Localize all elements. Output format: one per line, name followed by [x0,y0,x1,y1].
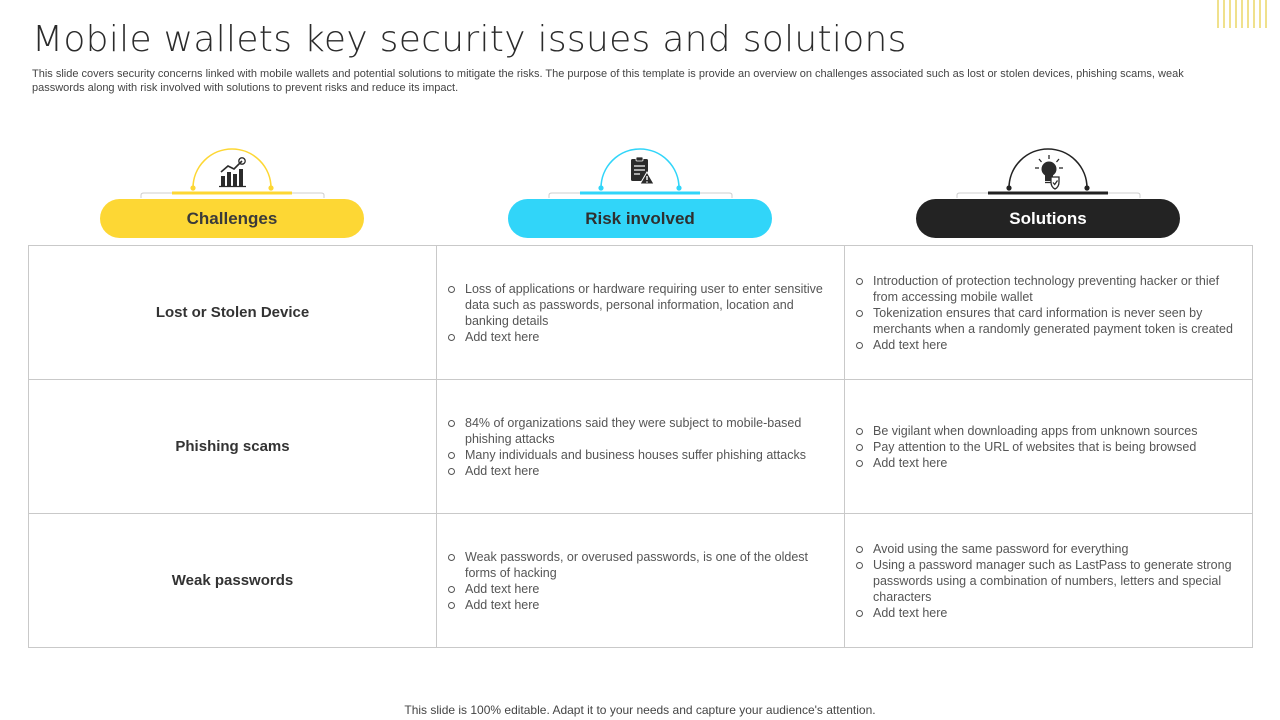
list-item: 84% of organizations said they were subject to mobile-based phishing attacks [447,415,832,447]
list-item: Loss of applications or hardware requiring user to enter sensitive data such as passwords, personal information, location and banking details [447,281,832,329]
list-item: Pay attention to the URL of websites that is being browsed [855,439,1240,455]
challenge-cell: Phishing scams [29,380,437,514]
corner-stripes-decoration [1216,0,1268,28]
solution-list [855,423,1240,471]
challenges-header-pill: Challenges [100,199,364,238]
risk-involved-header-pill: Risk involved [508,199,772,238]
risk-list [447,549,832,613]
risk-cell [437,380,845,514]
column-headers [28,140,1252,244]
list-item: Many individuals and business houses suffer phishing attacks [447,447,832,463]
slide-description: This slide covers security concerns linked with mobile wallets and potential solutions to mitigate the risks. The purpose of this template is provide an overview on challenges associated such as lost or stolen devices, phishing scams, weak passwords along with risk involved with solutions to prevent risks and reduce its impact. [32,68,1184,94]
growth-chart-icon [218,156,248,188]
header-solutions [844,140,1252,244]
header-risk-involved [436,140,844,244]
header-challenges [28,140,436,244]
risk-list [447,415,832,479]
table-row [29,380,1253,514]
list-item: Introduction of protection technology preventing hacker or thief from accessing mobile wallet [855,273,1240,305]
risk-cell [437,246,845,380]
list-item: Add text here [447,597,832,613]
solution-cell [845,246,1253,380]
list-item: Add text here [855,455,1240,471]
risk-checklist-icon [626,156,656,186]
solution-list [855,541,1240,621]
list-item: Add text here [855,337,1240,353]
slide-title: Mobile wallets key security issues and solutions [32,19,907,60]
table-row [29,246,1253,380]
risk-cell [437,514,845,648]
list-item: Add text here [447,581,832,597]
footer-note: This slide is 100% editable. Adapt it to your needs and capture your audience's attention. [404,703,876,717]
list-item: Using a password manager such as LastPass to generate strong passwords using a combination of numbers, letters and special characters [855,557,1240,605]
solution-list [855,273,1240,353]
list-item: Add text here [855,605,1240,621]
list-item: Be vigilant when downloading apps from unknown sources [855,423,1240,439]
list-item: Tokenization ensures that card information is never seen by merchants when a randomly generated payment token is created [855,305,1240,337]
solutions-header-pill: Solutions [916,199,1180,238]
lightbulb-shield-icon [1032,154,1066,190]
challenge-cell: Weak passwords [29,514,437,648]
challenge-cell: Lost or Stolen Device [29,246,437,380]
list-item: Weak passwords, or overused passwords, is one of the oldest forms of hacking [447,549,832,581]
list-item: Avoid using the same password for everything [855,541,1240,557]
solution-cell [845,514,1253,648]
solution-cell [845,380,1253,514]
issues-table [28,245,1253,648]
list-item: Add text here [447,463,832,479]
list-item: Add text here [447,329,832,345]
risk-list [447,281,832,345]
table-row [29,514,1253,648]
